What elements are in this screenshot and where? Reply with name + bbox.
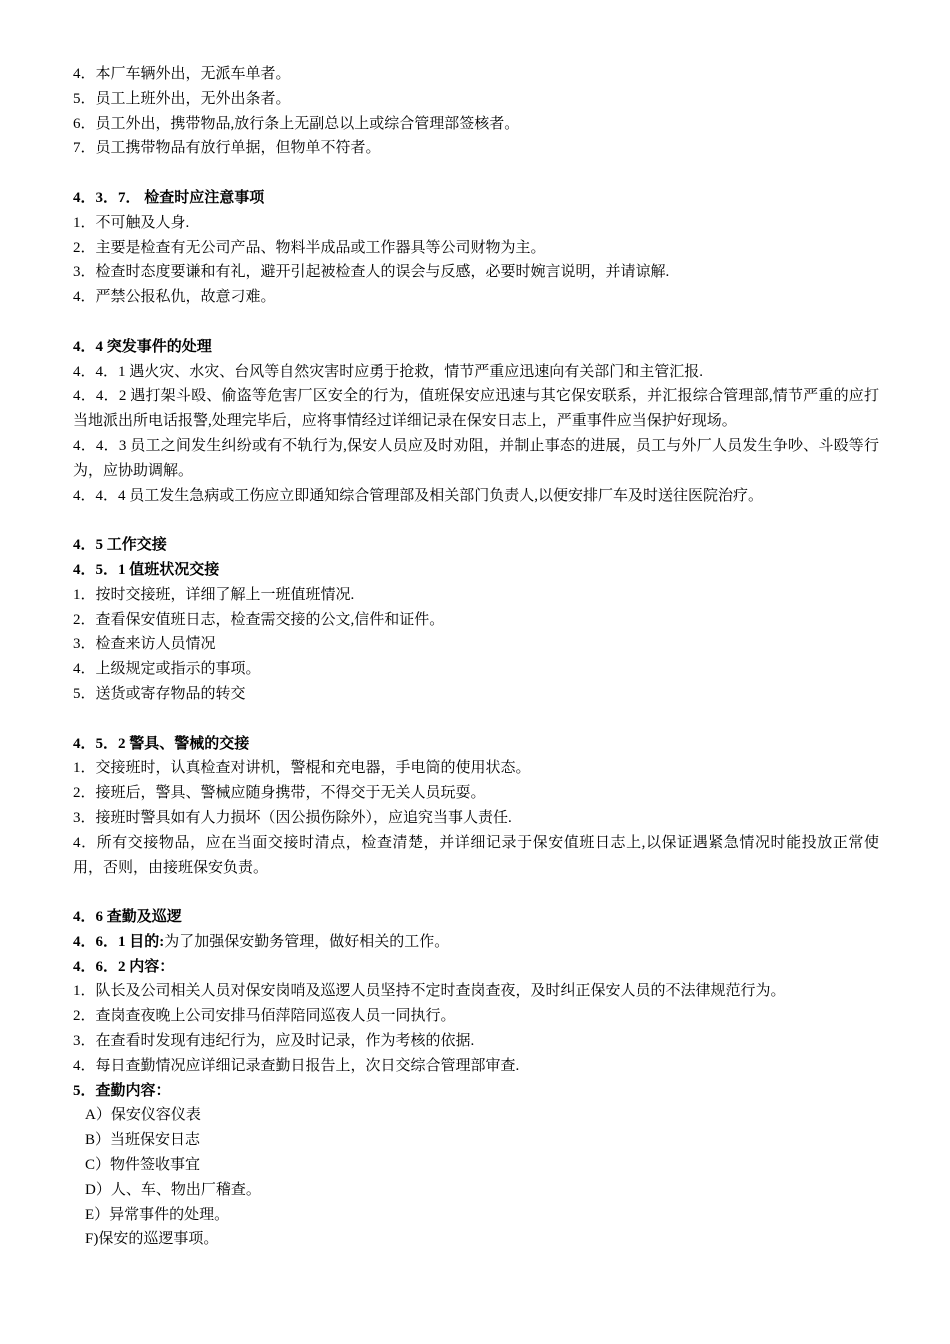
section-4-3-7 (73, 186, 879, 310)
list-item: 3．检查时态度要谦和有礼，避开引起被检查人的误会与反感，必要时婉言说明，并请谅解. (73, 264, 670, 281)
list-item: 4．严禁公报私仇，故意刁难。 (73, 289, 276, 306)
list-item: 4．上级规定或指示的事项。 (73, 661, 261, 678)
list-item: 6．员工外出，携带物品,放行条上无副总以上或综合管理部签核者。 (73, 115, 520, 132)
list-item: 3．检查来访人员情况 (73, 636, 216, 653)
list-item: 4．4．1 遇火灾、水灾、台风等自然灾害时应勇于抢救，情节严重应迅速向有关部门和主管汇报. (73, 363, 704, 380)
section-heading: 4．4 突发事件的处理 (73, 338, 212, 355)
section-4-5 (73, 533, 879, 880)
list-item: 4．4．2 遇打架斗殴、偷盗等危害厂区安全的行为，值班保安应迅速与其它保安联系，并汇报综合管理部,情节严重的应打当地派出所电话报警,处理完毕后，应将事情经过详细记录在保安日志上，严重事件应当保护好现场。 (73, 388, 879, 430)
list-item: C）物件签收事宜 (85, 1157, 201, 1174)
section-4-4 (73, 335, 879, 509)
list-item: E）异常事件的处理。 (85, 1206, 230, 1223)
list-item: A）保安仪容仪表 (85, 1107, 201, 1124)
list-item: 1．交接班时，认真检查对讲机，警棍和充电器，手电筒的使用状态。 (73, 760, 531, 777)
list-item: D）人、车、物出厂稽查。 (85, 1181, 261, 1198)
document-page (73, 62, 879, 1252)
subsection-heading: 4．5．2 警具、警械的交接 (73, 735, 250, 752)
section-heading: 4．5 工作交接 (73, 537, 167, 554)
purpose-text: 为了加强保安勤务管理，做好相关的工作。 (164, 933, 450, 950)
list-item: 3．接班时警具如有人力损坏（因公损伤除外），应追究当事人责任. (73, 809, 512, 826)
subsection-heading: 4．5．1 值班状况交接 (73, 561, 220, 578)
list-item: F)保安的巡逻事项。 (85, 1231, 219, 1248)
inspection-cases-list (73, 62, 879, 161)
list-item: B）当班保安日志 (85, 1132, 201, 1149)
section-heading: 4．3．7． 检查时应注意事项 (73, 189, 265, 206)
list-item: 4．本厂车辆外出，无派车单者。 (73, 66, 291, 82)
list-item: 4．每日查勤情况应详细记录查勤日报告上，次日交综合管理部审查. (73, 1057, 520, 1074)
list-item: 1．按时交接班，详细了解上一班值班情况. (73, 586, 355, 603)
list-item: 4．所有交接物品，应在当面交接时清点，检查清楚，并详细记录于保安值班日志上,以保证遇紧急情况时能投放正常使用，否则，由接班保安负责。 (73, 834, 879, 876)
list-item: 3．在查看时发现有违纪行为，应及时记录，作为考核的依据. (73, 1033, 475, 1050)
list-item: 5．送货或寄存物品的转交 (73, 685, 246, 702)
list-item: 7．员工携带物品有放行单据，但物单不符者。 (73, 140, 381, 157)
list-item: 4．4．4 员工发生急病或工伤应立即通知综合管理部及相关部门负责人,以便安排厂车及时送往医院治疗。 (73, 487, 764, 504)
purpose-line (73, 930, 879, 955)
list-item: 2．主要是检查有无公司产品、物料半成品或工作器具等公司财物为主。 (73, 239, 546, 256)
section-4-6 (73, 905, 879, 1252)
section-heading: 4．6 查勤及巡逻 (73, 909, 182, 926)
list-item: 2．接班后，警具、警械应随身携带，不得交于无关人员玩耍。 (73, 785, 486, 802)
list-item: 2．查岗查夜晚上公司安排马佰萍陪同巡夜人员一同执行。 (73, 1008, 456, 1025)
content-label: 4．6．2 内容： (73, 958, 175, 975)
list-item: 1．不可触及人身. (73, 214, 190, 231)
list-item: 4．4．3 员工之间发生纠纷或有不轨行为,保安人员应及时劝阻，并制止事态的进展，员工与外厂人员发生争吵、斗殴等行为，应协助调解。 (73, 437, 879, 479)
purpose-label: 4．6．1 目的: (73, 933, 165, 950)
list-item: 1．队长及公司相关人员对保安岗哨及巡逻人员坚持不定时查岗查夜，及时纠正保安人员的不法律规范行为。 (73, 983, 786, 1000)
list-item: 2．查看保安值班日志，检查需交接的公文,信件和证件。 (73, 611, 445, 628)
check-content-label: 5．查勤内容： (73, 1082, 171, 1099)
list-item: 5．员工上班外出，无外出条者。 (73, 90, 291, 107)
